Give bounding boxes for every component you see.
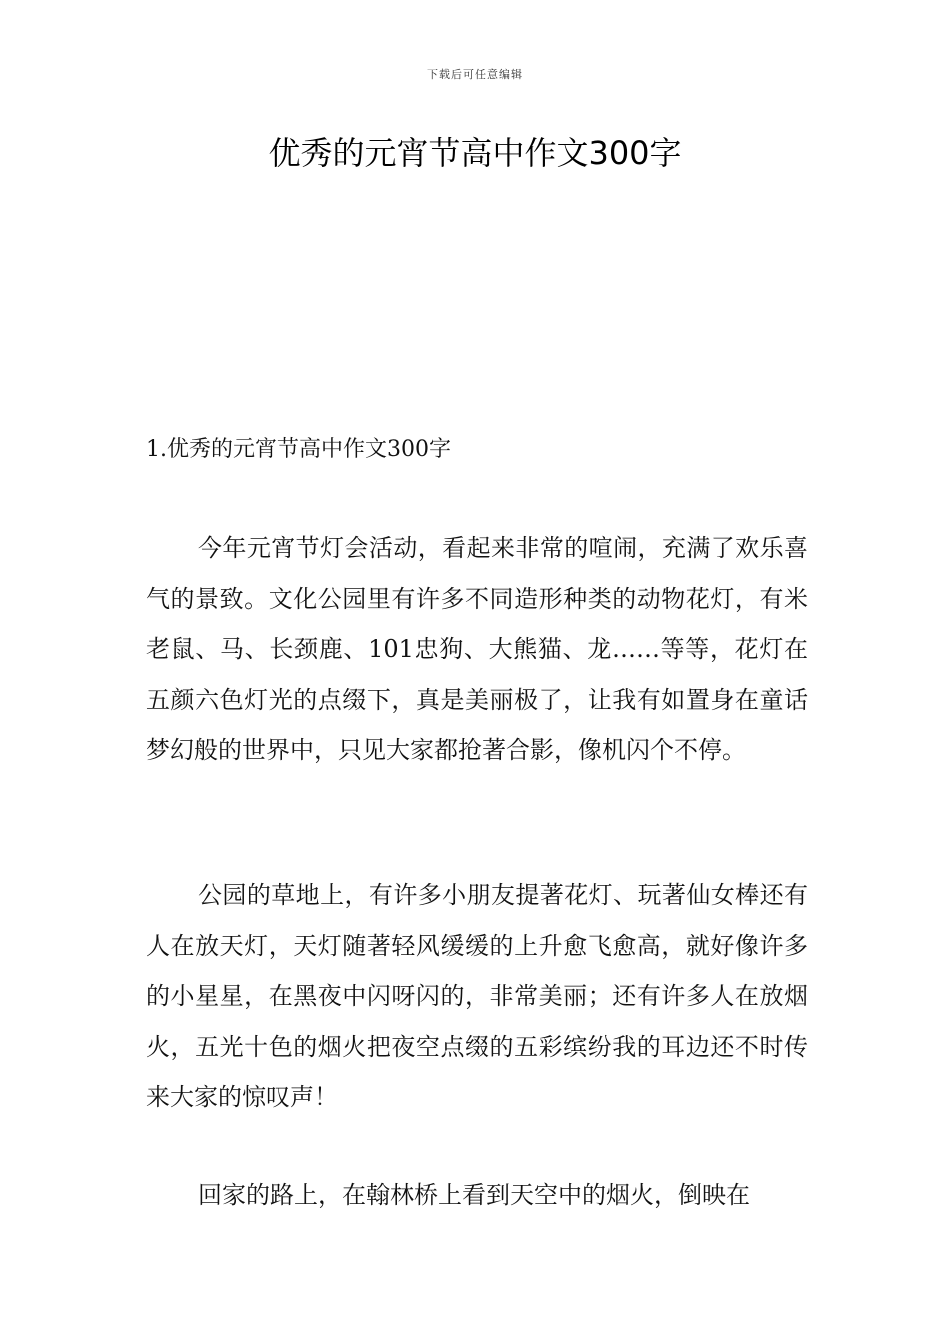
document-title: 优秀的元宵节高中作文300字 [268, 134, 682, 172]
paragraph-1: 今年元宵节灯会活动，看起来非常的喧闹，充满了欢乐喜气的景致。文化公园里有许多不同造形种类的动物花灯，有米老鼠、马、长颈鹿、101忠狗、大熊猫、龙……等等，花灯在五颜六色灯光的点缀下，真是美丽极了，让我有如置身在童话梦幻般的世界中，只见大家都抢著合影，像机闪个不停。 [146, 534, 808, 765]
paragraph-2: 公园的草地上，有许多小朋友提著花灯、玩著仙女棒还有人在放天灯，天灯随著轻风缓缓的上升愈飞愈高，就好像许多的小星星，在黑夜中闪呀闪的，非常美丽；还有许多人在放烟火，五光十色的烟火把夜空点缀的五彩缤纷我的耳边还不时传来大家的惊叹声！ [146, 881, 808, 1112]
paragraph-3: 回家的路上，在翰林桥上看到天空中的烟火，倒映在 [198, 1181, 750, 1209]
section-heading: 1.优秀的元宵节高中作文300字 [146, 437, 451, 462]
header-note: 下载后可任意编辑 [427, 68, 523, 81]
